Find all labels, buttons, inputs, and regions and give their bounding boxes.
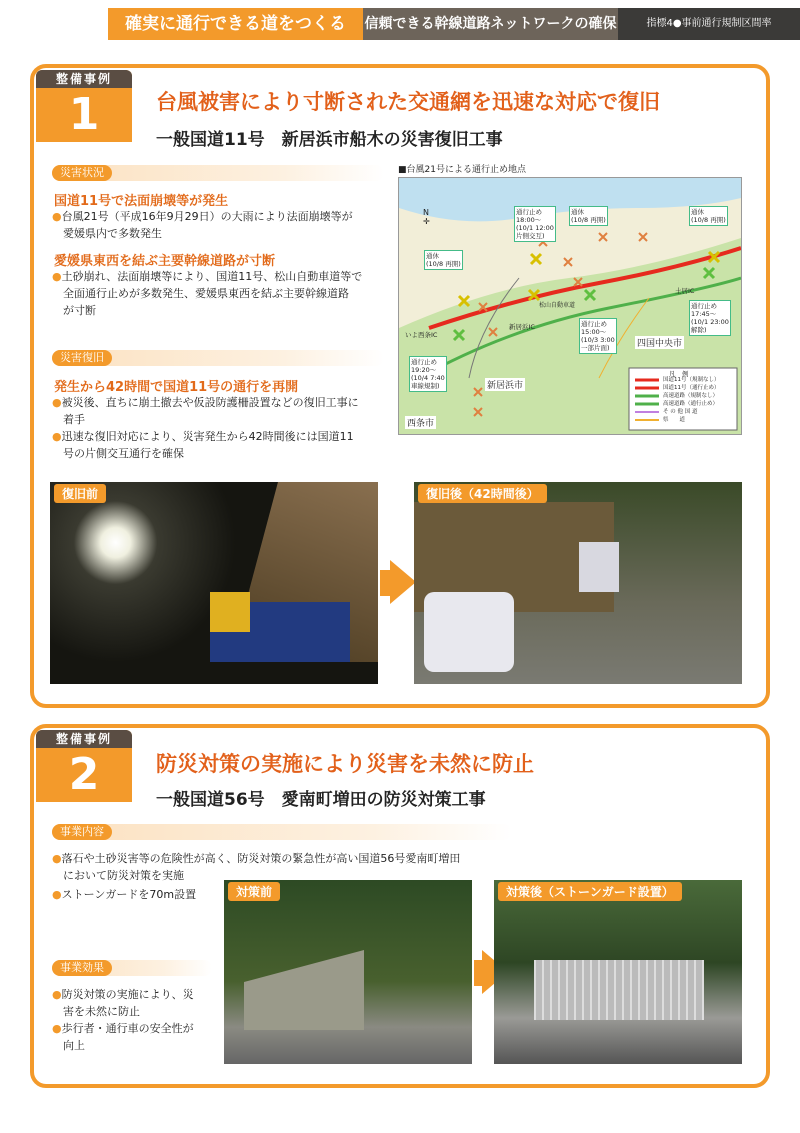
case1-heading-b: 愛媛県東西を結ぶ主要幹線道路が寸断 [54, 254, 276, 269]
case2-bullet-a: ●落石や土砂災害等の危険性が高く、防災対策の緊急性が高い国道56号愛南町増田 において防災対策を実施 [52, 852, 461, 882]
photo-before-measures [224, 880, 472, 1064]
map-legend: 国道11号（規制なし） 国道11号（通行止め） 高速道路（規制なし） 高速道路（通行止め） そ の 他 国 道 県 道 [663, 377, 720, 423]
case2-bullet-c: ●防災対策の実施により、災 害を未然に防止 ●歩行者・通行車の安全性が 向上 [52, 988, 194, 1052]
case2-section-effect: 事業効果 [52, 960, 212, 976]
case1-section-recovery: 災害復旧 [52, 350, 384, 366]
arrow-tail [380, 570, 390, 596]
case1-bullet-a: ●台風21号（平成16年9月29日）の大雨により法面崩壊等が 愛媛県内で多数発生 [52, 210, 353, 240]
route-map [398, 177, 742, 435]
header-tag-main: 確実に通行できる道をつくる [108, 8, 363, 40]
case1-badge [36, 70, 132, 142]
case2-badge-label: 整備事例 [36, 730, 132, 748]
case1-badge-label: 整備事例 [36, 70, 132, 88]
map-label: 通休 (10/8 再開) [426, 252, 461, 268]
case1-bullet-c: ●被災後、直ちに崩土撤去や仮設防護柵設置などの復旧工事に 着手 ●迅速な復旧対応により、災害発生から42時間後には国道11 号の片側交互通行を確保 [52, 396, 359, 460]
case1-subtitle: 一般国道11号 新居浜市船木の災害復旧工事 [156, 130, 503, 150]
case1-heading-c: 発生から42時間で国道11号の通行を再開 [54, 380, 299, 395]
map-place: 松山自動車道 [539, 302, 576, 309]
photo-after-measures [494, 880, 742, 1064]
map-label: 通行止め 15:00～ (10/3 3:00 一部片面) [581, 320, 615, 352]
map-label: 通休 (10/8 再開) [691, 208, 726, 224]
photo-before-label: 復旧前 [54, 484, 106, 503]
photo-before-measures-label: 対策前 [228, 882, 280, 901]
case1-title: 台風被害により寸断された交通網を迅速な対応で復旧 [156, 90, 660, 114]
map-place: 新居浜市 [485, 378, 525, 391]
arrow-right-icon [390, 560, 416, 604]
page-header [0, 0, 800, 46]
case2-section-content: 事業内容 [52, 824, 512, 840]
arrow-tail [474, 960, 482, 986]
case1-heading-a: 国道11号で法面崩壊等が発生 [54, 194, 229, 209]
case2-badge-number: 2 [68, 749, 100, 800]
case1-section-status: 災害状況 [52, 165, 384, 181]
photo-after-measures-label: 対策後（ストーンガード設置） [498, 882, 682, 901]
map-label: 通行止め 19:20～ (10/4 7:40 車線規制) [411, 358, 445, 390]
case2-subtitle: 一般国道56号 愛南町増田の防災対策工事 [156, 790, 486, 810]
map-legend-title: 凡 例 [669, 370, 689, 378]
north-arrow: N ✛ [423, 208, 430, 226]
map-label: 通休 (10/8 再開) [571, 208, 606, 224]
map-caption: ■台風21号による通行止め地点 [398, 165, 526, 175]
header-tag-indicator: 指標4●事前通行規制区間率 [618, 8, 800, 40]
case1-badge-number: 1 [68, 89, 100, 140]
map-place: 土居IC [675, 287, 695, 295]
map-place: 四国中央市 [635, 336, 684, 349]
case2-badge [36, 730, 132, 802]
photo-before-recovery [50, 482, 378, 684]
case1-bullet-b: ●土砂崩れ、法面崩壊等により、国道11号、松山自動車道等で 全面通行止めが多数発生、愛媛県東西を結ぶ主要幹線道路 が寸断 [52, 270, 363, 317]
photo-after-label: 復旧後（42時間後） [418, 484, 547, 503]
case2-title: 防災対策の実施により災害を未然に防止 [156, 752, 534, 776]
map-place: いよ西条IC [405, 331, 438, 339]
map-label: 通行止め 18:00～ (10/1 12:00 片側交互) [516, 208, 554, 240]
case2-bullet-b: ●ストーンガードを70m設置 [52, 888, 197, 901]
map-place: 西条市 [405, 416, 436, 429]
photo-after-recovery [414, 482, 742, 684]
map-place: 新居浜IC [509, 323, 535, 331]
header-tag-section: 信頼できる幹線道路ネットワークの確保 [363, 8, 618, 40]
map-label: 通行止め 17:45～ (10/1 23:00 解除) [691, 302, 729, 334]
